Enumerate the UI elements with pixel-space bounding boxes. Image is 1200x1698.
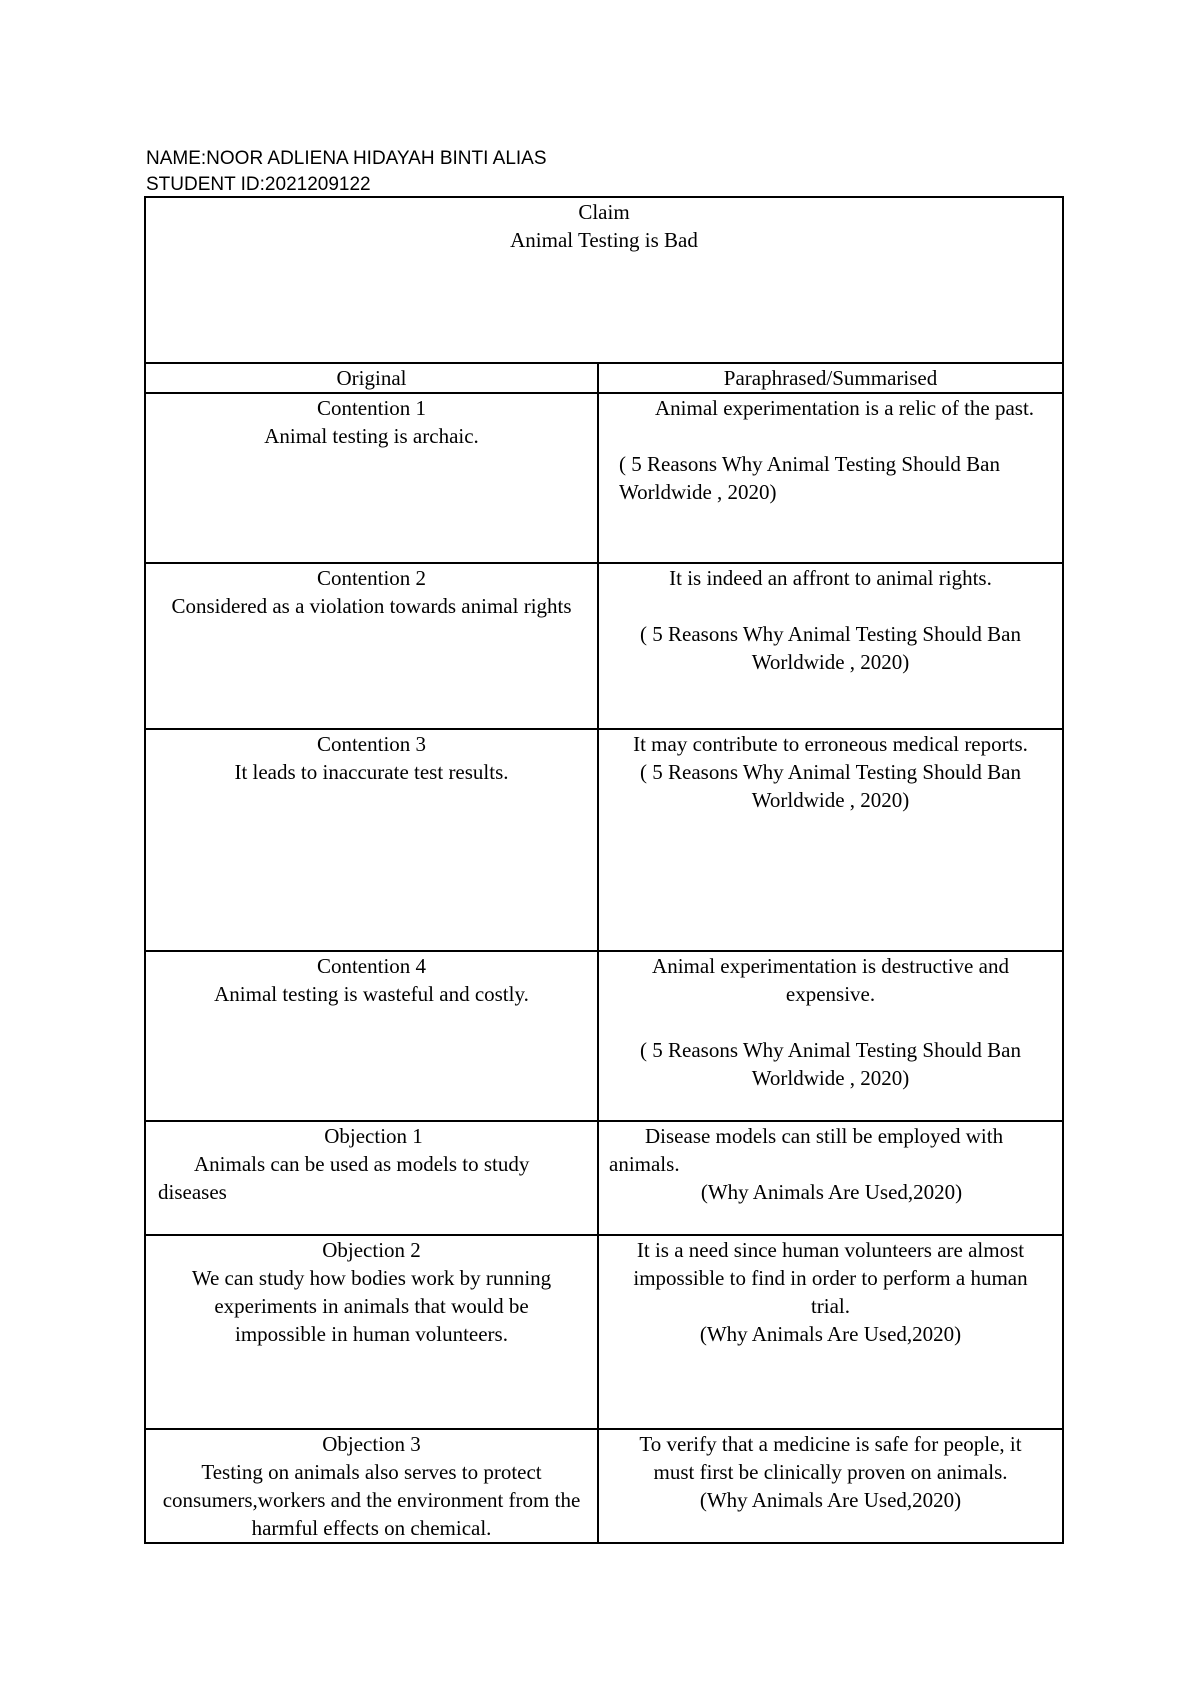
original-cell bbox=[145, 563, 598, 729]
row-heading: Contention 4 bbox=[316, 954, 427, 978]
claim-cell bbox=[145, 197, 1063, 363]
paraphrase-text: It may contribute to erroneous medical reports. bbox=[633, 732, 1028, 756]
original-cell bbox=[145, 1235, 598, 1429]
column-header-paraphrased: Paraphrased/Summarised bbox=[598, 363, 1063, 393]
claim-row bbox=[145, 197, 1063, 363]
table-row bbox=[145, 729, 1063, 951]
row-heading: Objection 2 bbox=[322, 1238, 421, 1262]
original-cell bbox=[145, 951, 598, 1121]
row-heading: Contention 2 bbox=[316, 566, 427, 590]
paraphrase-cell bbox=[598, 1121, 1063, 1235]
paraphrase-cell bbox=[598, 951, 1063, 1121]
table-row bbox=[145, 1121, 1063, 1235]
original-text: We can study how bodies work by running experiments in animals that would be impossible in human volunteers. bbox=[191, 1266, 552, 1346]
table-row bbox=[145, 1429, 1063, 1543]
original-cell bbox=[145, 729, 598, 951]
table-row bbox=[145, 393, 1063, 563]
column-header-original: Original bbox=[145, 363, 598, 393]
table-row bbox=[145, 1235, 1063, 1429]
original-text: It leads to inaccurate test results. bbox=[234, 760, 509, 784]
citation-text: ( 5 Reasons Why Animal Testing Should Ban Worldwide , 2020) bbox=[640, 1038, 1021, 1090]
paraphrase-text: Animal experimentation is a relic of the past. bbox=[655, 396, 1035, 420]
claim-label: Claim bbox=[578, 200, 630, 224]
column-header-row bbox=[145, 363, 1063, 393]
claim-text: Animal Testing is Bad bbox=[510, 228, 698, 252]
row-heading: Contention 1 bbox=[316, 396, 427, 420]
table-row bbox=[145, 563, 1063, 729]
original-cell bbox=[145, 1121, 598, 1235]
paraphrase-text: It is a need since human volunteers are almost impossible to find in order to perform a human trial. bbox=[633, 1238, 1028, 1318]
paraphrase-cell bbox=[598, 393, 1063, 563]
student-name: NAME:NOOR ADLIENA HIDAYAH BINTI ALIAS bbox=[146, 148, 547, 169]
argument-worksheet-table bbox=[144, 196, 1064, 1544]
original-text: Testing on animals also serves to protect consumers,workers and the environment from the harmful effects on chemical. bbox=[162, 1460, 581, 1540]
original-cell bbox=[145, 1429, 598, 1543]
citation-text: (Why Animals Are Used,2020) bbox=[700, 1180, 963, 1204]
paraphrase-cell bbox=[598, 729, 1063, 951]
student-header bbox=[146, 146, 547, 198]
row-heading: Objection 3 bbox=[322, 1432, 421, 1456]
paraphrase-text: Animal experimentation is destructive and expensive. bbox=[652, 954, 1009, 1006]
paraphrase-text: Disease models can still be employed with animals. bbox=[609, 1124, 1004, 1176]
original-text: Animal testing is archaic. bbox=[264, 424, 479, 448]
citation-text: ( 5 Reasons Why Animal Testing Should Ban Worldwide , 2020) bbox=[619, 452, 1000, 504]
paraphrase-cell bbox=[598, 1235, 1063, 1429]
original-text: Considered as a violation towards animal rights bbox=[171, 594, 572, 618]
paraphrase-text: To verify that a medicine is safe for people, it must first be clinically proven on animals. bbox=[639, 1432, 1022, 1484]
paraphrase-cell bbox=[598, 1429, 1063, 1543]
citation-text: ( 5 Reasons Why Animal Testing Should Ban Worldwide , 2020) bbox=[640, 622, 1021, 674]
paraphrase-text: It is indeed an affront to animal rights. bbox=[669, 566, 992, 590]
original-cell bbox=[145, 393, 598, 563]
student-id: STUDENT ID:2021209122 bbox=[146, 174, 371, 195]
row-heading: Contention 3 bbox=[316, 732, 427, 756]
row-heading: Objection 1 bbox=[324, 1124, 423, 1148]
original-text: Animals can be used as models to study diseases bbox=[158, 1152, 530, 1204]
original-text: Animal testing is wasteful and costly. bbox=[214, 982, 529, 1006]
citation-text: ( 5 Reasons Why Animal Testing Should Ban Worldwide , 2020) bbox=[640, 760, 1021, 812]
citation-text: (Why Animals Are Used,2020) bbox=[699, 1322, 962, 1346]
paraphrase-cell bbox=[598, 563, 1063, 729]
table-row bbox=[145, 951, 1063, 1121]
citation-text: (Why Animals Are Used,2020) bbox=[699, 1488, 962, 1512]
